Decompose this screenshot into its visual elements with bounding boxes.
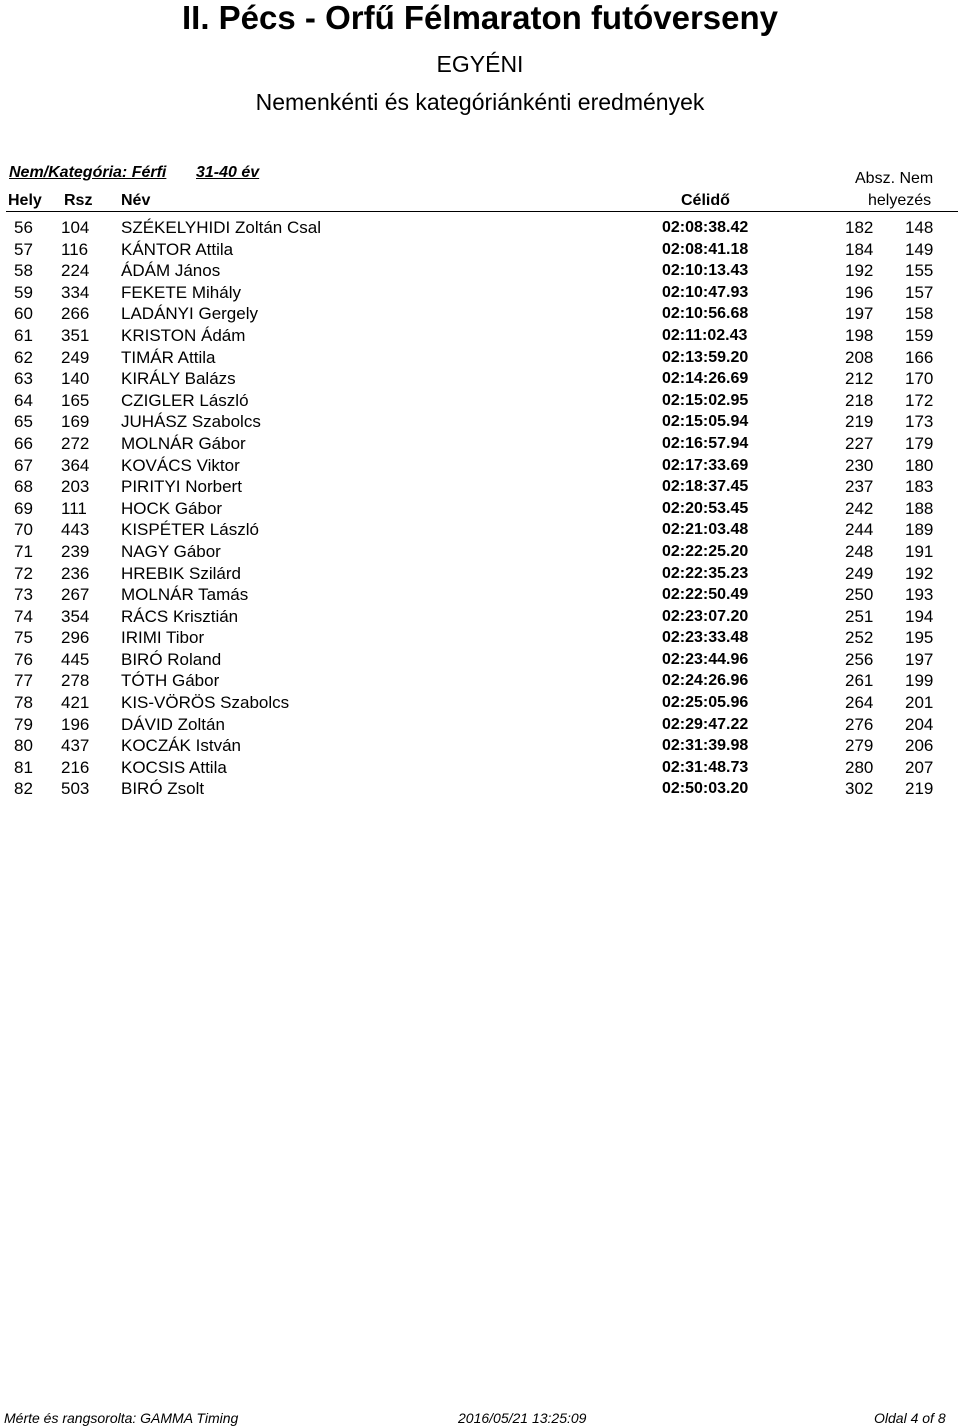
cell-absz: 251 xyxy=(845,606,874,626)
cell-nev: KISPÉTER László xyxy=(121,520,259,540)
cell-rsz: 249 xyxy=(61,347,90,367)
footer-timing: Mérte és rangsorolta: GAMMA Timing xyxy=(4,1410,239,1426)
cell-rsz: 140 xyxy=(61,369,90,389)
header-hely: Hely xyxy=(8,192,42,209)
cell-rsz: 437 xyxy=(61,736,90,756)
cell-nev: FEKETE Mihály xyxy=(121,282,241,302)
cell-celido: 02:22:50.49 xyxy=(662,586,749,604)
cell-rsz: 104 xyxy=(61,218,90,237)
cell-hely: 68 xyxy=(14,477,33,497)
cell-celido: 02:08:41.18 xyxy=(662,240,749,258)
cell-nev: HREBIK Szilárd xyxy=(121,563,241,583)
cell-hely: 79 xyxy=(14,714,33,734)
table-row xyxy=(0,217,960,239)
cell-absz: 197 xyxy=(845,304,874,324)
cell-absz: 279 xyxy=(845,736,874,756)
cell-celido: 02:25:05.96 xyxy=(662,694,749,712)
cell-absz: 248 xyxy=(845,541,874,561)
table-row xyxy=(0,541,960,563)
cell-absz: 184 xyxy=(845,239,874,259)
cell-nev: TÓTH Gábor xyxy=(121,671,220,691)
cell-hely: 67 xyxy=(14,455,33,475)
cell-celido: 02:11:02.43 xyxy=(662,326,748,344)
cell-hely: 57 xyxy=(14,239,33,259)
table-row xyxy=(0,390,960,412)
cell-rsz: 216 xyxy=(61,757,90,777)
cell-nev: NAGY Gábor xyxy=(121,541,221,561)
cell-celido: 02:22:35.23 xyxy=(662,564,749,582)
cell-nem: 157 xyxy=(905,282,934,302)
cell-celido: 02:50:03.20 xyxy=(662,780,749,798)
cell-nev: MOLNÁR Tamás xyxy=(121,585,249,605)
cell-celido: 02:20:53.45 xyxy=(662,499,749,517)
cell-celido: 02:14:26.69 xyxy=(662,370,749,388)
cell-nem: 219 xyxy=(905,779,934,799)
cell-nev: JUHÁSZ Szabolcs xyxy=(121,412,261,432)
cell-nem: 159 xyxy=(905,325,934,345)
cell-hely: 77 xyxy=(14,671,33,691)
table-row xyxy=(0,714,960,736)
cell-celido: 02:23:33.48 xyxy=(662,629,749,647)
cell-nem: 155 xyxy=(905,261,934,281)
cell-absz: 196 xyxy=(845,282,874,302)
cell-nev: ÁDÁM János xyxy=(121,261,221,281)
table-row xyxy=(0,325,960,347)
cell-celido: 02:22:25.20 xyxy=(662,542,749,560)
cell-rsz: 296 xyxy=(61,628,90,648)
cell-hely: 56 xyxy=(14,218,33,237)
cell-absz: 212 xyxy=(845,369,874,389)
cell-hely: 58 xyxy=(14,261,33,281)
category-label: Nem/Kategória: Férfi xyxy=(9,164,167,181)
cell-rsz: 111 xyxy=(61,498,87,518)
cell-nev: KOVÁCS Viktor xyxy=(121,455,240,475)
cell-nev: KIRÁLY Balázs xyxy=(121,369,236,389)
cell-hely: 78 xyxy=(14,693,33,713)
cell-celido: 02:17:33.69 xyxy=(662,456,749,474)
table-row xyxy=(0,433,960,455)
cell-nem: 166 xyxy=(905,347,934,367)
cell-nem: 149 xyxy=(905,239,934,259)
cell-hely: 72 xyxy=(14,563,33,583)
table-row xyxy=(0,606,960,628)
header-celido: Célidő xyxy=(681,192,730,209)
cell-rsz: 443 xyxy=(61,520,90,540)
cell-nem: 180 xyxy=(905,455,934,475)
results-table xyxy=(0,217,960,800)
cell-hely: 64 xyxy=(14,390,33,410)
cell-rsz: 421 xyxy=(61,693,90,713)
cell-hely: 74 xyxy=(14,606,33,626)
cell-rsz: 351 xyxy=(61,325,90,345)
cell-nem: 158 xyxy=(905,304,934,324)
cell-nev: CZIGLER László xyxy=(121,390,249,410)
document-subtitle: EGYÉNI xyxy=(436,51,524,77)
cell-absz: 198 xyxy=(845,325,874,345)
cell-absz: 182 xyxy=(845,218,874,237)
cell-nem: 148 xyxy=(905,218,934,237)
table-row xyxy=(0,519,960,541)
cell-hely: 60 xyxy=(14,304,33,324)
header-helyezes: helyezés xyxy=(868,192,932,209)
table-row xyxy=(0,411,960,433)
cell-nem: 183 xyxy=(905,477,934,497)
cell-celido: 02:13:59.20 xyxy=(662,348,749,366)
cell-nem: 197 xyxy=(905,649,934,669)
cell-nev: HOCK Gábor xyxy=(121,498,223,518)
cell-nev: PIRITYI Norbert xyxy=(121,477,242,497)
footer-timestamp: 2016/05/21 13:25:09 xyxy=(458,1410,587,1426)
cell-celido: 02:08:38.42 xyxy=(662,219,749,236)
cell-nev: RÁCS Krisztián xyxy=(121,606,239,626)
cell-celido: 02:23:44.96 xyxy=(662,650,749,668)
cell-rsz: 196 xyxy=(61,714,90,734)
table-row xyxy=(0,476,960,498)
cell-absz: 242 xyxy=(845,498,874,518)
cell-absz: 208 xyxy=(845,347,874,367)
cell-rsz: 334 xyxy=(61,282,90,302)
cell-rsz: 165 xyxy=(61,390,90,410)
cell-absz: 249 xyxy=(845,563,874,583)
table-row xyxy=(0,670,960,692)
table-row xyxy=(0,303,960,325)
cell-nem: 192 xyxy=(905,563,934,583)
cell-rsz: 203 xyxy=(61,477,90,497)
cell-celido: 02:31:48.73 xyxy=(662,758,749,776)
cell-hely: 76 xyxy=(14,649,33,669)
table-row xyxy=(0,563,960,585)
cell-absz: 302 xyxy=(845,779,874,799)
cell-rsz: 236 xyxy=(61,563,90,583)
cell-nem: 170 xyxy=(905,369,934,389)
cell-hely: 75 xyxy=(14,628,33,648)
cell-hely: 70 xyxy=(14,520,33,540)
cell-absz: 237 xyxy=(845,477,874,497)
table-row xyxy=(0,757,960,779)
table-row xyxy=(0,627,960,649)
cell-rsz: 364 xyxy=(61,455,90,475)
cell-celido: 02:10:56.68 xyxy=(662,305,749,323)
cell-nem: 195 xyxy=(905,628,934,648)
cell-hely: 71 xyxy=(14,541,33,561)
table-row xyxy=(0,692,960,714)
cell-hely: 73 xyxy=(14,585,33,605)
document-subheading: Nemenkénti és kategóriánkénti eredmények xyxy=(255,89,705,115)
cell-rsz: 503 xyxy=(61,779,90,799)
cell-rsz: 267 xyxy=(61,585,90,605)
cell-absz: 230 xyxy=(845,455,874,475)
cell-hely: 82 xyxy=(14,779,33,799)
cell-hely: 81 xyxy=(14,757,33,777)
cell-absz: 276 xyxy=(845,714,874,734)
cell-nev: KIS-VÖRÖS Szabolcs xyxy=(121,693,290,713)
cell-nem: 179 xyxy=(905,433,934,453)
cell-rsz: 445 xyxy=(61,649,90,669)
cell-absz: 264 xyxy=(845,693,874,713)
cell-rsz: 239 xyxy=(61,541,90,561)
header-absz-nem: Absz. Nem xyxy=(855,170,934,187)
cell-absz: 261 xyxy=(845,671,874,691)
cell-rsz: 266 xyxy=(61,304,90,324)
header-rsz: Rsz xyxy=(64,192,93,209)
cell-nev: TIMÁR Attila xyxy=(121,347,216,367)
table-row xyxy=(0,239,960,261)
table-row xyxy=(0,735,960,757)
cell-celido: 02:18:37.45 xyxy=(662,478,749,496)
cell-celido: 02:10:13.43 xyxy=(662,262,749,280)
table-row xyxy=(0,455,960,477)
cell-nem: 201 xyxy=(905,693,934,713)
cell-hely: 65 xyxy=(14,412,33,432)
cell-nem: 207 xyxy=(905,757,934,777)
cell-hely: 62 xyxy=(14,347,33,367)
cell-nev: KRISTON Ádám xyxy=(121,325,246,345)
cell-nev: LADÁNYI Gergely xyxy=(121,304,258,324)
cell-absz: 227 xyxy=(845,433,874,453)
cell-absz: 280 xyxy=(845,757,874,777)
cell-hely: 66 xyxy=(14,433,33,453)
footer-page: Oldal 4 of 8 xyxy=(874,1410,946,1426)
cell-celido: 02:16:57.94 xyxy=(662,434,749,452)
cell-celido: 02:31:39.98 xyxy=(662,737,749,755)
cell-celido: 02:23:07.20 xyxy=(662,607,749,625)
table-row xyxy=(0,260,960,282)
cell-rsz: 169 xyxy=(61,412,90,432)
cell-celido: 02:24:26.96 xyxy=(662,672,749,690)
cell-rsz: 116 xyxy=(61,239,89,259)
cell-nem: 194 xyxy=(905,606,934,626)
cell-nev: KOCZÁK István xyxy=(121,736,241,756)
cell-nev: BIRÓ Roland xyxy=(121,649,222,669)
cell-hely: 61 xyxy=(14,325,33,345)
table-row xyxy=(0,282,960,304)
cell-absz: 252 xyxy=(845,628,874,648)
cell-absz: 244 xyxy=(845,520,874,540)
cell-nem: 191 xyxy=(905,541,934,561)
cell-rsz: 278 xyxy=(61,671,90,691)
cell-hely: 80 xyxy=(14,736,33,756)
table-row xyxy=(0,498,960,520)
category-age: 31-40 év xyxy=(196,164,260,181)
table-row xyxy=(0,347,960,369)
cell-nem: 188 xyxy=(905,498,934,518)
cell-rsz: 354 xyxy=(61,606,90,626)
cell-celido: 02:15:02.95 xyxy=(662,391,749,409)
cell-absz: 218 xyxy=(845,390,874,410)
table-row xyxy=(0,778,960,800)
document-title: II. Pécs - Orfű Félmaraton futóverseny xyxy=(182,0,778,36)
cell-nev: SZÉKELYHIDI Zoltán Csal xyxy=(121,218,321,237)
cell-hely: 63 xyxy=(14,369,33,389)
cell-nev: DÁVID Zoltán xyxy=(121,714,225,734)
cell-celido: 02:10:47.93 xyxy=(662,283,749,301)
cell-nem: 173 xyxy=(905,412,934,432)
cell-nev: KOCSIS Attila xyxy=(121,757,227,777)
cell-absz: 256 xyxy=(845,649,874,669)
cell-celido: 02:29:47.22 xyxy=(662,715,749,733)
table-row xyxy=(0,649,960,671)
cell-celido: 02:21:03.48 xyxy=(662,521,749,539)
table-row xyxy=(0,584,960,606)
cell-rsz: 224 xyxy=(61,261,90,281)
table-row xyxy=(0,368,960,390)
cell-nev: KÁNTOR Attila xyxy=(121,239,234,259)
cell-nev: MOLNÁR Gábor xyxy=(121,433,246,453)
cell-nem: 189 xyxy=(905,520,934,540)
cell-absz: 192 xyxy=(845,261,874,281)
header-nev: Név xyxy=(121,192,151,209)
cell-celido: 02:15:05.94 xyxy=(662,413,749,431)
cell-hely: 69 xyxy=(14,498,33,518)
cell-nem: 172 xyxy=(905,390,934,410)
cell-absz: 219 xyxy=(845,412,874,432)
cell-nem: 206 xyxy=(905,736,934,756)
cell-nem: 193 xyxy=(905,585,934,605)
cell-nev: BIRÓ Zsolt xyxy=(121,779,205,799)
cell-rsz: 272 xyxy=(61,433,90,453)
cell-nem: 204 xyxy=(905,714,934,734)
cell-nem: 199 xyxy=(905,671,934,691)
header-rule xyxy=(6,211,958,212)
cell-absz: 250 xyxy=(845,585,874,605)
cell-hely: 59 xyxy=(14,282,33,302)
cell-nev: IRIMI Tibor xyxy=(121,628,205,648)
